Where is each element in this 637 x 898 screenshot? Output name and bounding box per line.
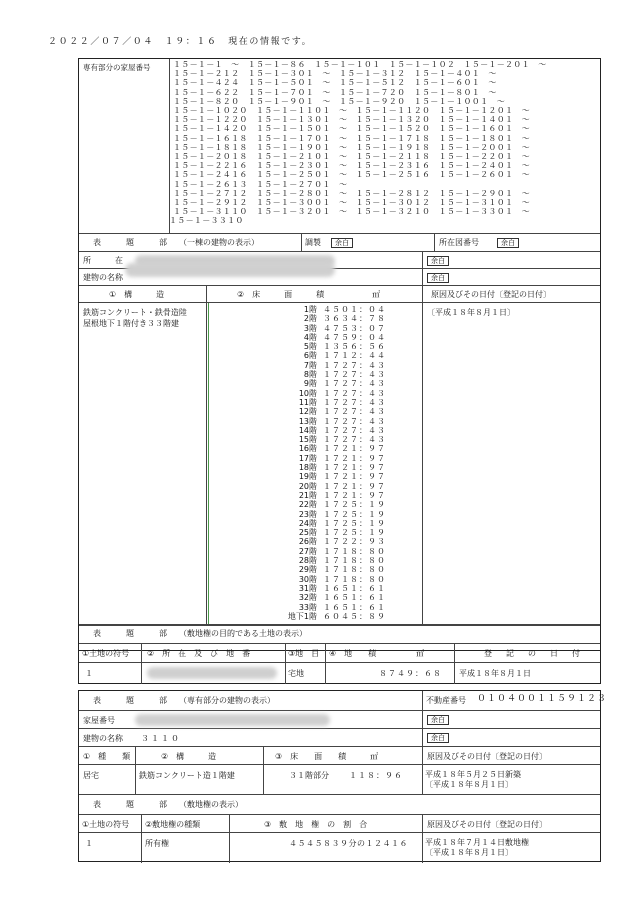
- floor-label: 29階: [298, 565, 317, 575]
- floor-area: １７２５：１９: [323, 500, 386, 510]
- floor-area: １７２７：４３: [323, 370, 386, 380]
- floor-row: [279, 593, 386, 602]
- floor-row: [279, 491, 386, 500]
- right-col-header: ①土地の符号: [82, 820, 130, 829]
- floor-row: [279, 398, 386, 407]
- right-col-row: [79, 815, 600, 833]
- structure-text-line: 鉄筋コンクリート・鉄骨造陸: [83, 308, 187, 317]
- floor-label: 21階: [298, 490, 317, 500]
- right-title-row: [79, 795, 600, 815]
- floor-row: [279, 435, 386, 444]
- unit-title-label: 表 題 部: [93, 696, 170, 705]
- floor-area: １７２７：４３: [323, 407, 386, 417]
- yohaku-stamp: 余白: [427, 273, 449, 283]
- floor-label: 32階: [298, 593, 317, 603]
- land-data-row: [79, 663, 600, 684]
- unit-number-line: １５－１－８２０ １５－１－９０１ ～ １５－１－９２０ １５－１－１００１ ～: [173, 96, 505, 106]
- floor-label: 23階: [298, 509, 317, 519]
- title-sub: （一棟の建物の表示）: [179, 238, 259, 247]
- land-date: 平成１８年８月１日: [459, 669, 531, 678]
- chosei-label: 調製: [305, 238, 321, 247]
- map-number-label: 所在図番号: [439, 238, 479, 247]
- units-label: 専有部分の家屋番号: [83, 63, 151, 72]
- floor-row: [279, 584, 386, 593]
- realestate-number: ０１０４００１１５９１２３: [477, 694, 608, 704]
- land-col-row: [79, 644, 600, 663]
- redacted-land-address: [147, 667, 277, 679]
- right-data-row: [79, 833, 600, 863]
- structure-header-row: [79, 286, 600, 303]
- floor-area: １６５１：６１: [323, 583, 386, 593]
- land-col-header: ② 所 在 及 び 地 番: [147, 649, 251, 658]
- unit-number-line: １５－１－１６１８ １５－１－１７０１ ～ １５－１－１７１８ １５－１－１８０１ ～: [173, 133, 530, 143]
- floor-label: 6階: [303, 351, 317, 361]
- floor-row: [279, 472, 386, 481]
- floor-area: ４７５９：０４: [323, 332, 386, 342]
- unit-name-row: [79, 729, 600, 747]
- land-title-label: 表 題 部: [93, 629, 170, 638]
- floor-area: １７２１：９７: [323, 490, 386, 500]
- floor-row: [279, 565, 386, 574]
- building-name-label: 建物の名称: [83, 273, 123, 282]
- floor-label: 30階: [298, 574, 317, 584]
- unit-number-line: １５－１－４２４ １５－１－５０１ ～ １５－１－５１２ １５－１－６０１ ～: [173, 78, 497, 88]
- right-cause: 平成１８年７月１４日敷地権: [425, 838, 529, 847]
- house-no-label: 家屋番号: [83, 716, 115, 725]
- floor-area: １７２７：４３: [323, 416, 386, 426]
- unit-name: ３１１０: [141, 734, 181, 743]
- floor-area: １６５１：６１: [323, 593, 386, 603]
- unit-name-label: 建物の名称: [83, 734, 123, 743]
- right-kind: 所有権: [145, 839, 169, 848]
- unit-number-line: １５－１－２６１３ １５－１－２７０１ ～: [173, 179, 348, 189]
- floor-row: [279, 324, 386, 333]
- redacted-house-no: [135, 714, 330, 726]
- floor-area: １７２７：４３: [323, 388, 386, 398]
- floor-label: 33階: [298, 602, 317, 612]
- floor-row: [279, 482, 386, 491]
- right-col-header: ③ 敷 地 権 の 割 合: [264, 820, 368, 829]
- floor-label: 13階: [298, 416, 317, 426]
- unit-record-box: [78, 690, 608, 862]
- floor-area: １７１８：８０: [323, 546, 386, 556]
- unit-number-line: １５－１－２９１２ １５－１－３００１ ～ １５－１－３０１２ １５－１－３１０１ ～: [173, 198, 530, 208]
- unit-col-header: ② 構 造: [161, 752, 217, 761]
- unit-number-line: １５－１－１０２０ １５－１－１１０１ ～ １５－１－１１２０ １５－１－１２０１ ～: [173, 106, 530, 116]
- floor-row: [279, 426, 386, 435]
- title-label: 表 題 部: [93, 238, 170, 247]
- floor-label: 3階: [303, 323, 317, 333]
- floor-label: 7階: [303, 360, 317, 370]
- floor-area: １７２７：４３: [323, 379, 386, 389]
- floor-label: 16階: [298, 444, 317, 454]
- right-ratio: ４５４５８３９分の１２４１６: [289, 839, 408, 848]
- floor-label: 22階: [298, 500, 317, 510]
- floor-area-list: [279, 305, 386, 621]
- area-col-header: ② 床 面 積 ㎡: [237, 290, 381, 299]
- unit-title-sub: （専有部分の建物の表示）: [179, 696, 275, 705]
- floor-area: １７２７：４３: [323, 435, 386, 445]
- unit-number-line: １５－１－１８１８ １５－１－１９０１ ～ １５－１－１９１８ １５－１－２００１ ～: [173, 142, 530, 152]
- floor-label: 8階: [303, 370, 317, 380]
- floor-row: [279, 528, 386, 537]
- floor-area: １７２１：９７: [323, 444, 386, 454]
- floor-area: １７２５：１９: [323, 528, 386, 538]
- floor-row: [279, 575, 386, 584]
- floor-area: ６０４５：８９: [323, 611, 386, 621]
- structure-body: [79, 303, 600, 625]
- floor-row: [279, 519, 386, 528]
- unit-col-header: 原因及びその日付〔登記の日付〕: [427, 752, 547, 761]
- right-col-header: 原因及びその日付〔登記の日付〕: [427, 820, 547, 829]
- unit-cause: 〔平成１８年８月１日〕: [425, 780, 513, 789]
- cause-date: 〔平成１８年８月１日〕: [427, 308, 515, 317]
- floor-area: １３５６：５６: [323, 342, 386, 352]
- floor-label: 11階: [298, 397, 317, 407]
- unit-col-header: ③ 床 面 積 ㎡: [275, 752, 379, 761]
- floor-label: 10階: [298, 388, 317, 398]
- floor-area: １７１８：８０: [323, 565, 386, 575]
- unit-kind: 居宅: [83, 771, 99, 780]
- floor-area: ４７５３：０７: [323, 323, 386, 333]
- building-name-row: [79, 269, 600, 286]
- right-cause: 〔平成１８年８月１日〕: [425, 848, 513, 857]
- floor-row: [279, 342, 386, 351]
- floor-label: 1階: [303, 305, 317, 314]
- floor-label: 9階: [303, 379, 317, 389]
- floor-area: １７２２：９３: [323, 537, 386, 547]
- unit-number-line: １５－１－２７１２ １５－１－２８０１ ～ １５－１－２８１２ １５－１－２９０１ ～: [173, 188, 530, 198]
- floor-label: 17階: [298, 453, 317, 463]
- floor-row: [279, 361, 386, 370]
- land-title-box: [78, 624, 601, 684]
- unit-number-line: １５－１－３１１０ １５－１－３２０１ ～ １５－１－３２１０ １５－１－３３０１ ～: [173, 207, 530, 217]
- floor-label: 26階: [298, 537, 317, 547]
- floor-area: ４５０１：０４: [323, 305, 386, 314]
- unit-number-line: １５－１－２１２ １５－１－３０１ ～ １５－１－３１２ １５－１－４０１ ～: [173, 69, 497, 79]
- right-title-label: 表 題 部: [93, 800, 170, 809]
- land-col-header: ④ 地 積 ㎡: [329, 649, 425, 658]
- land-category: 宅地: [288, 669, 304, 678]
- unit-col-row: [79, 747, 600, 765]
- unit-number-line: １５－１－１ ～ １５－１－８６ １５－１－１０１ １５－１－１０２ １５－１－２０１ ～: [173, 60, 547, 69]
- unit-number-line: １５－１－１４２０ １５－１－１５０１ ～ １５－１－１５２０ １５－１－１６０１ ～: [173, 124, 530, 134]
- land-col-header: 登 記 の 日 付: [484, 649, 583, 658]
- floor-row: [279, 500, 386, 509]
- unit-number-list: [169, 60, 547, 226]
- land-symbol: １: [85, 669, 93, 678]
- unit-number-line: １５－１－３３１０: [169, 216, 244, 226]
- yohaku-stamp: 余白: [331, 238, 353, 248]
- structure-col-header: ① 構 造: [109, 290, 165, 299]
- floor-area: １７２５：１９: [323, 509, 386, 519]
- unit-cause: 平成１８年５月２５日新築: [425, 770, 521, 779]
- floor-area: １７２７：４３: [323, 397, 386, 407]
- floor-label: 25階: [298, 528, 317, 538]
- land-col-header: ①土地の符号: [82, 649, 130, 658]
- floor-label: 28階: [298, 556, 317, 566]
- floor-row: [279, 444, 386, 453]
- floor-area: １７１８：８０: [323, 556, 386, 566]
- floor-area: １７２５：１９: [323, 518, 386, 528]
- floor-row: [279, 547, 386, 556]
- floor-row: [279, 537, 386, 546]
- house-no-row: [79, 711, 600, 729]
- floor-area: １７１２：４４: [323, 351, 386, 361]
- yohaku-stamp: 余白: [497, 238, 519, 248]
- floor-row: [279, 379, 386, 388]
- floor-row: [279, 333, 386, 342]
- floor-label: 4階: [303, 332, 317, 342]
- unit-data-row: [79, 765, 600, 795]
- floor-label: 2階: [303, 314, 317, 324]
- floor-row: [279, 510, 386, 519]
- floor-row: [279, 556, 386, 565]
- floor-row: [279, 463, 386, 472]
- unit-number-line: １５－１－１２２０ １５－１－１３０１ ～ １５－１－１３２０ １５－１－１４０１ ～: [173, 115, 530, 125]
- floor-row: [279, 407, 386, 416]
- floor-label: 20階: [298, 481, 317, 491]
- floor-label: 14階: [298, 425, 317, 435]
- floor-area: １７２１：９７: [323, 472, 386, 482]
- floor-label: 15階: [298, 435, 317, 445]
- right-title-sub: （敷地権の表示）: [179, 800, 243, 809]
- floor-area: １７１８：８０: [323, 574, 386, 584]
- floor-area: １７２１：９７: [323, 481, 386, 491]
- unit-title-row: [79, 691, 608, 711]
- address-label: 所 在: [83, 256, 123, 265]
- floor-label: 24階: [298, 518, 317, 528]
- right-col-header: ②敷地権の種類: [145, 820, 201, 829]
- floor-row: [279, 454, 386, 463]
- floor-row: [279, 417, 386, 426]
- floor-label: 18階: [298, 463, 317, 473]
- floor-row: [279, 603, 386, 612]
- land-col-header: ③地 目: [288, 649, 320, 658]
- floor-row: [279, 389, 386, 398]
- unit-structure: 鉄筋コンクリート造１階建: [139, 771, 235, 780]
- floor-area: １７２７：４３: [323, 360, 386, 370]
- floor-label: 27階: [298, 546, 317, 556]
- unit-number-line: １５－１－２０１８ １５－１－２１０１ ～ １５－１－２１１８ １５－１－２２０１ ～: [173, 152, 530, 162]
- unit-number-line: １５－１－６２２ １５－１－７０１ ～ １５－１－７２０ １５－１－８０１ ～: [173, 87, 497, 97]
- structure-text-line: 屋根地下１階付き３３階建: [83, 319, 179, 328]
- land-title-row: [79, 624, 600, 644]
- cause-col-header: 原因及びその日付〔登記の日付〕: [431, 290, 551, 299]
- floor-area: １７２７：４３: [323, 425, 386, 435]
- unit-number-line: １５－１－２２１６ １５－１－２３０１ ～ １５－１－２３１６ １５－１－２４０１ ～: [173, 161, 530, 171]
- floor-area: １７２１：９７: [323, 463, 386, 473]
- yohaku-stamp: 余白: [427, 256, 449, 266]
- floor-row: [279, 305, 386, 314]
- land-title-sub: （敷地権の目的である土地の表示）: [179, 629, 307, 638]
- floor-area: ３６３４：７８: [323, 314, 386, 324]
- realestate-label: 不動産番号: [426, 696, 466, 705]
- right-symbol: １: [85, 839, 93, 848]
- floor-row: [279, 314, 386, 323]
- floor-label: 地下1階: [287, 611, 317, 621]
- floor-area: １７２１：９７: [323, 453, 386, 463]
- timestamp-header: ２０２２／０７／０４ １９：１６ 現在の情報です。: [48, 37, 313, 47]
- building-record-box: [78, 58, 601, 651]
- unit-floor: ３１階部分: [289, 771, 329, 780]
- floor-label: 12階: [298, 407, 317, 417]
- floor-label: 5階: [303, 342, 317, 352]
- yohaku-stamp: 余白: [427, 733, 449, 743]
- units-section: [79, 59, 600, 234]
- floor-area: １６５１：６１: [323, 602, 386, 612]
- title-row: [79, 234, 600, 252]
- floor-label: 19階: [298, 472, 317, 482]
- unit-col-header: ① 種 類: [83, 752, 131, 761]
- floor-label: 31階: [298, 583, 317, 593]
- floor-row: [279, 612, 386, 621]
- yohaku-stamp: 余白: [427, 715, 449, 725]
- floor-row: [279, 370, 386, 379]
- unit-number-line: １５－１－２４１６ １５－１－２５０１ ～ １５－１－２５１６ １５－１－２６０１ ～: [173, 170, 530, 180]
- land-area: ８７４９：６８: [379, 669, 442, 678]
- redacted-building-name: [125, 263, 335, 277]
- floor-row: [279, 351, 386, 360]
- unit-area: １１８：９６: [349, 771, 403, 780]
